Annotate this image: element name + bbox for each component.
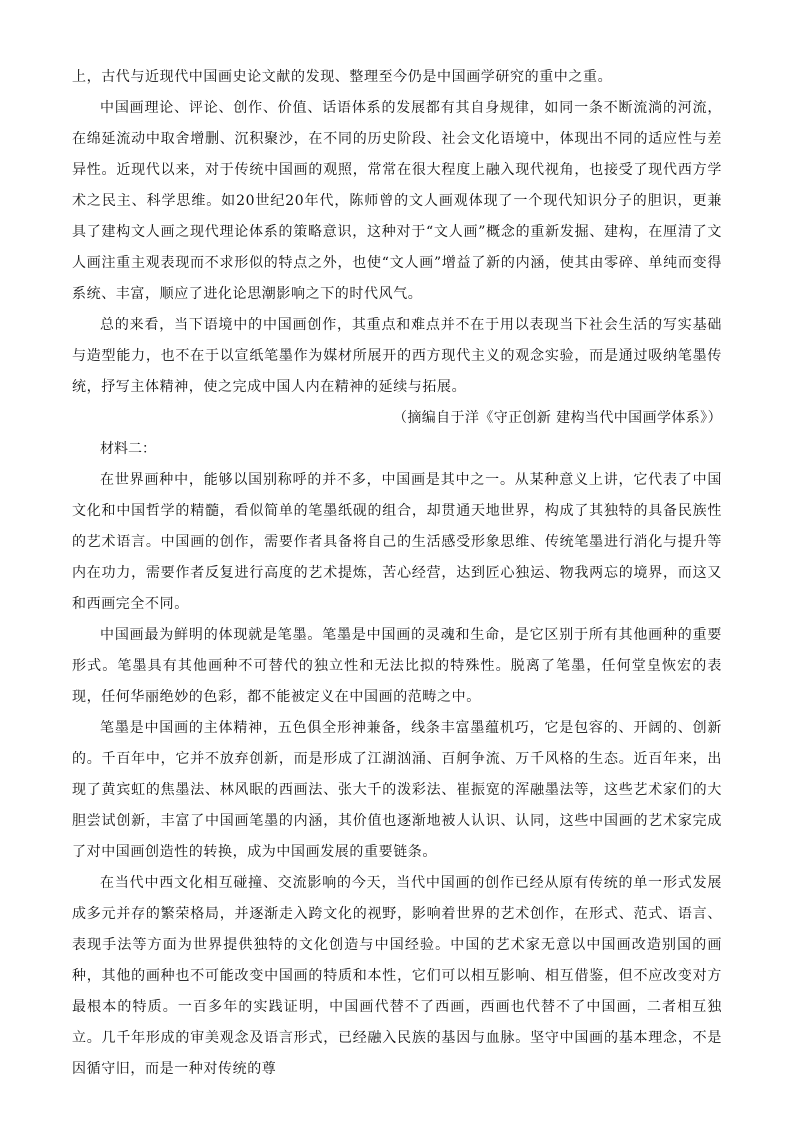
paragraph-summary: 总的来看，当下语境中的中国画创作，其重点和难点并不在于用以表现当下社会生活的写实基础与造型能力，也不在于以宣纸笔墨作为媒材所展开的西方现代主义的观念实验，而是通过吸纳笔墨传统，抒写主体精神，使之完成中国人内在精神的延续与拓展。	[72, 317, 722, 395]
paragraph-contemporary: 在当代中西文化相互碰撞、交流影响的今天，当代中国画的创作已经从原有传统的单一形式发展成多元并存的繁荣格局，并逐渐走入跨文化的视野，影响着世界的艺术创作，在形式、范式、语言、表现手法等方面为世界提供独特的文化创造与中国经验。中国的艺术家无意以中国画改造别国的画种，其他的画种也不可能改变中国画的特质和本性，它们可以相互影响、相互借鉴，但不应改变对方最根本的特质。一百多年的实践证明，中国画代替不了西画，西画也代替不了中国画，二者相互独立。几千年形成的审美观念及语言形式，已经融入民族的基因与血脉。坚守中国画的基本理念，不是因循守旧，而是一种对传统的尊	[72, 875, 722, 1077]
paragraph-world-painting: 在世界画种中，能够以国别称呼的并不多，中国画是其中之一。从某种意义上讲，它代表了中国文化和中国哲学的精髓，看似简单的笔墨纸砚的组合，却贯通天地世界，构成了其独特的具备民族性的艺术语言。中国画的创作，需要作者具备将自己的生活感受形象思维、传统笔墨进行消化与提升等内在功力，需要作者反复进行高度的艺术提炼，苦心经营，达到匠心独运、物我两忘的境界，而这又和西画完全不同。	[72, 472, 722, 612]
paragraph-brush-ink: 中国画最为鲜明的体现就是笔墨。笔墨是中国画的灵魂和生命，是它区别于所有其他画种的重要形式。笔墨具有其他画种不可替代的独立性和无法比拟的特殊性。脱离了笔墨，任何堂皇恢宏的表现，任何华丽绝妙的色彩，都不能被定义在中国画的范畴之中。	[72, 627, 722, 705]
document-page	[72, 62, 722, 1085]
paragraph-subject-spirit: 笔墨是中国画的主体精神，五色俱全形神兼备，线条丰富墨蕴机巧，它是包容的、开阔的、创新的。千百年中，它并不放弃创新，而是形成了江湖汹涌、百舸争流、万千风格的生态。近百年来，出现了黄宾虹的焦墨法、林风眠的西画法、张大千的泼彩法、崔振宽的浑融墨法等，这些艺术家们的大胆尝试创新，丰富了中国画笔墨的内涵，其价值也逐渐地被人认识、认同，这些中国画的艺术家完成了对中国画创造性的转换，成为中国画发展的重要链条。	[72, 720, 722, 860]
paragraph-theory-development: 中国画理论、评论、创作、价值、话语体系的发展都有其自身规律，如同一条不断流淌的河流，在绵延流动中取舍增删、沉积聚沙，在不同的历史阶段、社会文化语境中，体现出不同的适应性与差异性。近现代以来，对于传统中国画的观照，常常在很大程度上融入现代视角，也接受了现代西方学术之民主、科学思维。如20世纪20年代，陈师曾的文人画观体现了一个现代知识分子的胆识，更兼具了建构文人画之现代理论体系的策略意识，这种对于“文人画”概念的重新发掘、建构，在厘清了文人画注重主观表现而不求形似的特点之外，也使“文人画”增益了新的内涵，使其由零碎、单纯而变得系统、丰富，顺应了进化论思潮影响之下的时代风气。	[72, 100, 722, 302]
material-two-label: 材料二：	[100, 441, 156, 457]
source-citation: （摘编自于洋《守正创新 建构当代中国画学体系》）	[392, 410, 722, 426]
paragraph-continuation: 上，古代与近现代中国画史论文献的发现、整理至今仍是中国画学研究的重中之重。	[72, 69, 613, 85]
